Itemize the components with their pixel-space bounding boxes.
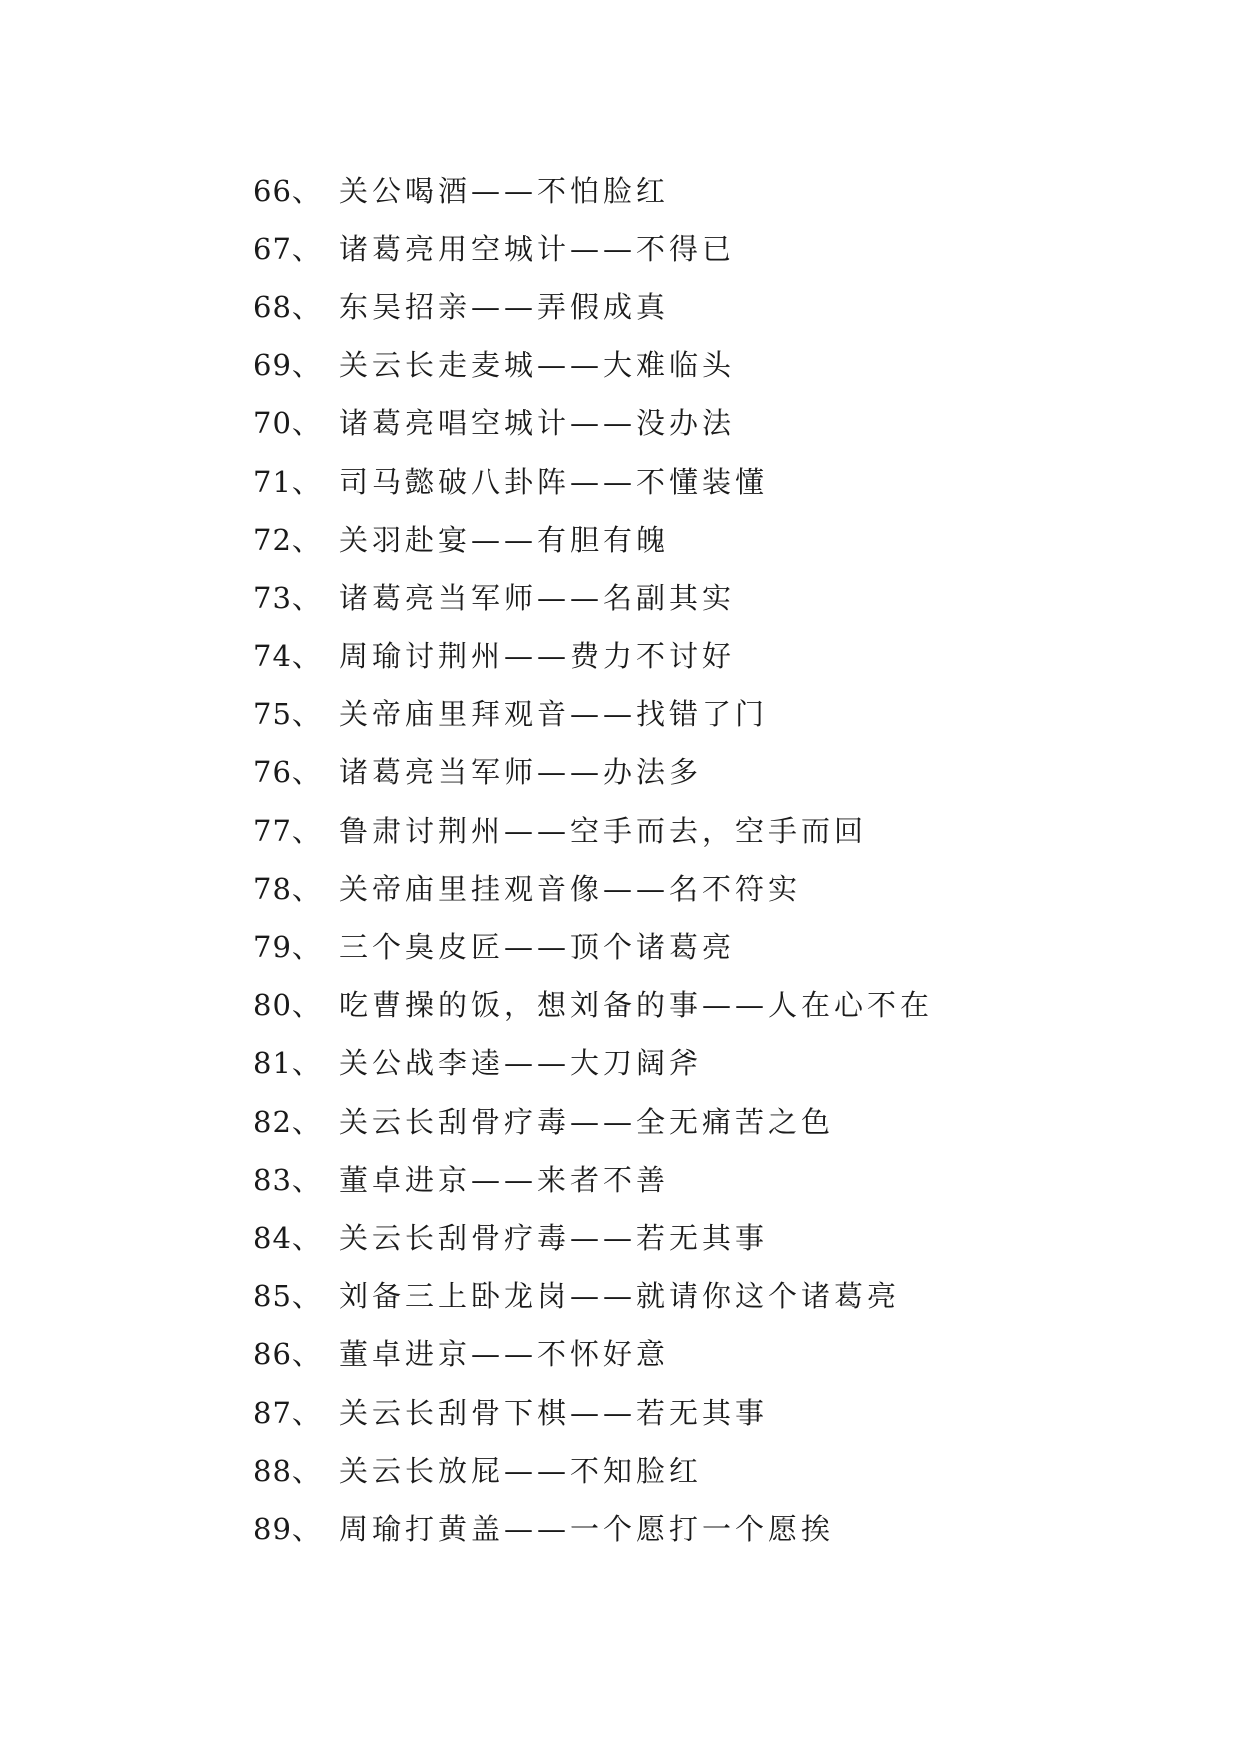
item-text: 周瑜讨荆州——费力不讨好 [339,639,736,674]
list-item [253,858,933,916]
list-item [253,916,933,974]
list-item [253,1033,933,1091]
item-number: 85、 [253,1279,322,1314]
list-item [253,1149,933,1207]
item-text: 关帝庙里拜观音——找错了门 [339,697,769,732]
item-text: 诸葛亮用空城计——不得已 [339,231,736,266]
item-number: 81、 [253,1046,322,1081]
list-item [253,684,933,742]
list-item [253,567,933,625]
item-text: 关云长刮骨疗毒——若无其事 [339,1220,769,1255]
item-text: 诸葛亮当军师——办法多 [339,755,703,790]
item-number: 76、 [253,755,322,790]
item-text: 关云长刮骨疗毒——全无痛苦之色 [339,1104,835,1139]
list-item [253,451,933,509]
list-item [253,800,933,858]
item-text: 关羽赴宴——有胆有魄 [339,522,670,557]
list-item [253,1266,933,1324]
item-text: 关云长刮骨下棋——若无其事 [339,1395,769,1430]
item-text: 关帝庙里挂观音像——名不符实 [339,871,802,906]
item-number: 84、 [253,1220,322,1255]
list-item [253,1440,933,1498]
item-number: 70、 [253,406,322,441]
item-text: 关公喝酒——不怕脸红 [339,173,670,208]
item-text: 三个臭皮匠——顶个诸葛亮 [339,930,736,965]
item-number: 73、 [253,580,322,615]
xiehouyu-list [253,160,933,1557]
item-number: 89、 [253,1511,322,1546]
item-text: 关云长走麦城——大难临头 [339,348,736,383]
item-text: 司马懿破八卦阵——不懂装懂 [339,464,769,499]
item-text: 关公战李逵——大刀阔斧 [339,1046,703,1081]
list-item [253,1091,933,1149]
item-number: 68、 [253,289,322,324]
list-item [253,1498,933,1556]
item-text: 关云长放屁——不知脸红 [339,1453,703,1488]
list-item [253,1207,933,1265]
list-item [253,1324,933,1382]
list-item [253,276,933,334]
list-item [253,509,933,567]
list-item [253,1382,933,1440]
item-number: 78、 [253,871,322,906]
item-number: 77、 [253,813,322,848]
list-item [253,975,933,1033]
item-text: 诸葛亮当军师——名副其实 [339,580,736,615]
item-text: 东吴招亲——弄假成真 [339,289,670,324]
list-item [253,742,933,800]
item-number: 86、 [253,1337,322,1372]
item-text: 周瑜打黄盖——一个愿打一个愿挨 [339,1511,835,1546]
item-text: 董卓进京——不怀好意 [339,1337,670,1372]
item-number: 87、 [253,1395,322,1430]
item-text: 刘备三上卧龙岗——就请你这个诸葛亮 [339,1279,901,1314]
item-number: 75、 [253,697,322,732]
item-number: 83、 [253,1162,322,1197]
item-number: 74、 [253,639,322,674]
list-item [253,335,933,393]
item-text: 董卓进京——来者不善 [339,1162,670,1197]
item-number: 66、 [253,173,322,208]
list-item [253,626,933,684]
list-item [253,218,933,276]
item-number: 72、 [253,522,322,557]
list-item [253,160,933,218]
item-text: 诸葛亮唱空城计——没办法 [339,406,736,441]
item-number: 79、 [253,930,322,965]
item-text: 鲁肃讨荆州——空手而去，空手而回 [339,813,868,848]
item-number: 88、 [253,1453,322,1488]
item-number: 67、 [253,231,322,266]
item-text: 吃曹操的饭，想刘备的事——人在心不在 [339,988,934,1023]
list-item [253,393,933,451]
item-number: 80、 [253,988,322,1023]
item-number: 69、 [253,348,322,383]
item-number: 71、 [253,464,322,499]
item-number: 82、 [253,1104,322,1139]
